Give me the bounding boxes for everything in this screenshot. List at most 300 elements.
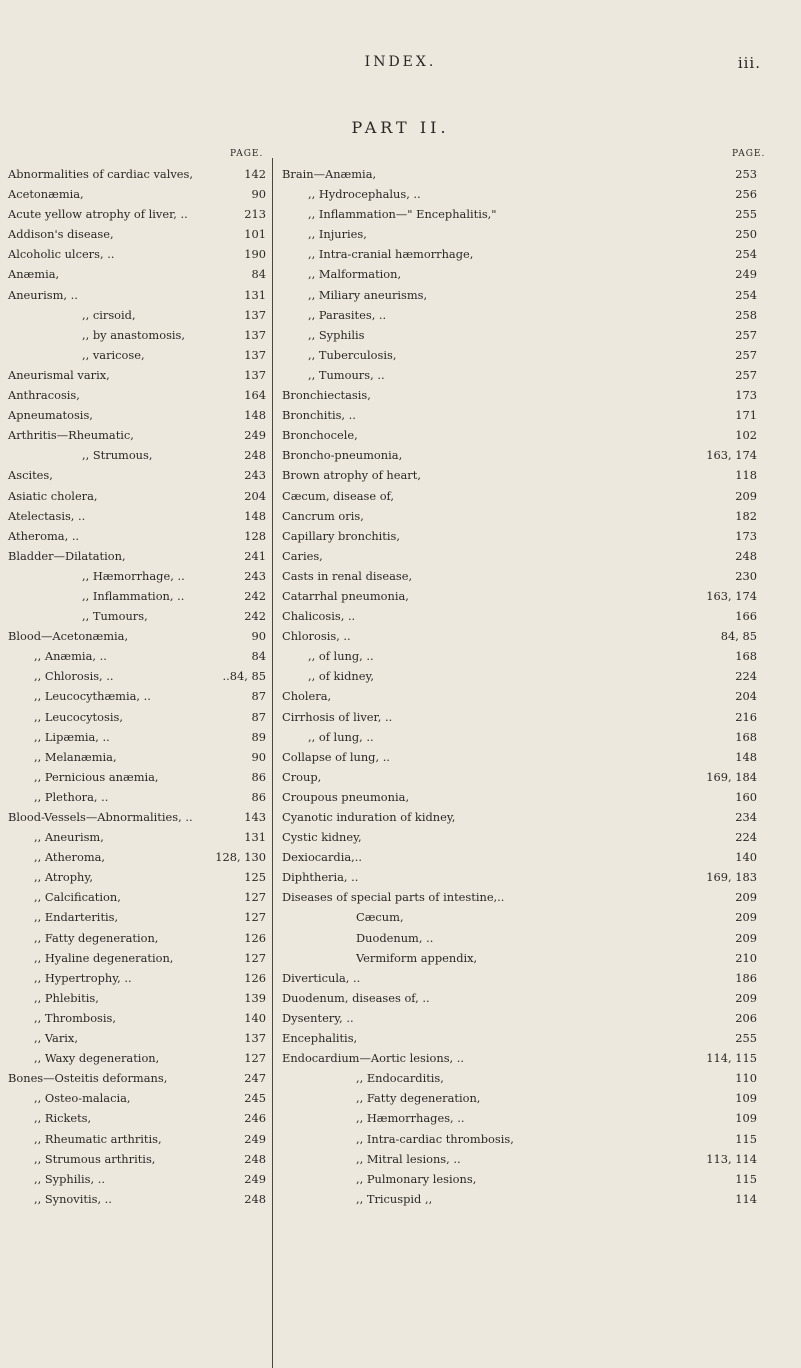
index-entry — [278, 345, 757, 365]
index-page-ref: 250 — [735, 227, 757, 242]
part-title: PART II. — [351, 118, 450, 137]
index-entry — [4, 968, 266, 988]
index-page-ref: 209 — [735, 990, 757, 1005]
index-page-ref: 246 — [244, 1111, 266, 1126]
index-entry — [4, 646, 266, 666]
index-term: ,, Tricuspid ,, — [356, 1191, 433, 1206]
index-entry — [4, 586, 266, 606]
index-entry — [278, 1008, 757, 1028]
index-entry — [4, 506, 266, 526]
index-term: Collapse of lung, .. — [282, 749, 390, 764]
index-page-ref: 140 — [735, 850, 757, 865]
index-term: ,, Chlorosis, .. — [34, 669, 114, 684]
index-entry — [278, 867, 757, 887]
index-page-ref: 173 — [735, 388, 757, 403]
index-entry — [278, 506, 757, 526]
index-entry — [4, 445, 266, 465]
index-entry — [278, 928, 757, 948]
index-term: ,, Rickets, — [34, 1111, 92, 1126]
index-entry — [4, 465, 266, 485]
index-entry — [4, 566, 266, 586]
index-page-ref: 169, 184 — [706, 769, 757, 784]
index-entry — [4, 385, 266, 405]
index-entry — [278, 325, 757, 345]
index-entry — [4, 1149, 266, 1169]
index-entry — [278, 1028, 757, 1048]
index-page-ref: 164 — [244, 388, 266, 403]
index-entry — [278, 586, 757, 606]
index-term: ,, Phlebitis, — [34, 990, 99, 1005]
right-page-label: PAGE. — [732, 149, 766, 159]
index-entry — [4, 707, 266, 727]
index-page-ref: 248 — [244, 448, 266, 463]
index-page-ref: 254 — [735, 247, 757, 262]
index-term: Croupous pneumonia, — [282, 789, 410, 804]
index-page-ref: 131 — [244, 830, 266, 845]
index-page-ref: 131 — [244, 287, 266, 302]
index-page-ref: 242 — [244, 588, 266, 603]
index-term: Duodenum, .. — [356, 930, 434, 945]
index-entry — [4, 546, 266, 566]
index-term: ,, Pulmonary lesions, — [356, 1171, 477, 1186]
index-term: ,, Strumous arthritis, — [34, 1151, 156, 1166]
index-term: Broncho-pneumonia, — [282, 448, 403, 463]
index-page-ref: 89 — [251, 729, 266, 744]
index-entry — [278, 1068, 757, 1088]
index-term: Endocardium—Aortic lesions, .. — [282, 1051, 465, 1066]
index-term: Brown atrophy of heart, — [282, 468, 421, 483]
index-page-ref: 139 — [244, 990, 266, 1005]
index-page-ref: 243 — [244, 468, 266, 483]
index-page-ref: 86 — [251, 789, 266, 804]
index-term: Blood—Acetonæmia, — [8, 629, 129, 644]
index-page-ref: 248 — [244, 1151, 266, 1166]
index-page-ref: 168 — [735, 649, 757, 664]
index-page-ref: 148 — [735, 749, 757, 764]
index-term: Cæcum, disease of, — [282, 488, 394, 503]
index-entry — [278, 1048, 757, 1068]
index-page-ref: 204 — [735, 689, 757, 704]
index-term: ,, Fatty degeneration, — [34, 930, 159, 945]
index-page-ref: 128 — [244, 528, 266, 543]
index-page-ref: 84 — [251, 649, 266, 664]
index-term: Atelectasis, .. — [8, 508, 86, 523]
index-entry — [278, 646, 757, 666]
index-term: ,, Varix, — [34, 1031, 78, 1046]
index-term: ,, Tumours, .. — [308, 367, 385, 382]
index-page-ref: 257 — [735, 367, 757, 382]
index-entry — [4, 405, 266, 425]
index-entry — [278, 827, 757, 847]
index-page-ref: 101 — [244, 227, 266, 242]
index-term: Diverticula, .. — [282, 970, 361, 985]
column-divider — [272, 158, 273, 1368]
index-term: Cæcum, — [356, 910, 404, 925]
index-entry — [4, 606, 266, 626]
index-page-ref: 224 — [735, 830, 757, 845]
index-term: ,, Hæmorrhages, .. — [356, 1111, 465, 1126]
index-page-ref: 137 — [244, 347, 266, 362]
index-term: ,, Leucocytosis, — [34, 709, 123, 724]
index-entry — [278, 164, 757, 184]
index-page-ref: 87 — [251, 709, 266, 724]
index-page-ref: 209 — [735, 890, 757, 905]
index-entry — [278, 666, 757, 686]
index-page-ref: 90 — [251, 629, 266, 644]
index-term: ,, Strumous, — [82, 448, 153, 463]
index-entry — [4, 425, 266, 445]
index-term: Bones—Osteitis deformans, — [8, 1071, 168, 1086]
index-page-ref: 245 — [244, 1091, 266, 1106]
index-page-ref: 137 — [244, 307, 266, 322]
index-term: Bronchocele, — [282, 428, 358, 443]
index-term: Anthracosis, — [8, 388, 80, 403]
index-page-ref: 171 — [735, 408, 757, 423]
index-term: Abnormalities of cardiac valves, — [8, 167, 194, 181]
index-term: ,, Anæmia, .. — [34, 649, 107, 664]
index-term: ,, Waxy degeneration, — [34, 1051, 160, 1066]
index-entry — [4, 1169, 266, 1189]
index-term: ,, Intra-cardiac thrombosis, — [356, 1131, 514, 1146]
index-page-ref: 109 — [735, 1091, 757, 1106]
index-entry — [278, 606, 757, 626]
index-term: Cholera, — [282, 689, 332, 704]
index-entry — [278, 486, 757, 506]
index-entry — [278, 566, 757, 586]
index-page-ref: ..84, 85 — [222, 669, 266, 684]
index-page-ref: 84 — [251, 267, 266, 282]
index-term: Bladder—Dilatation, — [8, 548, 126, 563]
index-entry — [4, 1108, 266, 1128]
index-page-ref: 249 — [244, 1131, 266, 1146]
index-term: ,, Syphilis, .. — [34, 1171, 105, 1186]
index-term: ,, Inflammation—" Encephalitis," — [308, 207, 497, 222]
index-page-ref: 137 — [244, 367, 266, 382]
index-term: Chalicosis, .. — [282, 609, 356, 624]
index-term: Addison's disease, — [8, 227, 114, 242]
index-page-ref: 114 — [735, 1191, 757, 1206]
index-page-ref: 169, 183 — [706, 870, 757, 885]
index-page-ref: 102 — [735, 428, 757, 443]
index-entry — [4, 867, 266, 887]
index-page-ref: 249 — [244, 428, 266, 443]
index-entry — [4, 1028, 266, 1048]
index-page-ref: 234 — [735, 810, 757, 824]
index-entry — [4, 325, 266, 345]
index-entry — [4, 164, 266, 184]
index-entry — [4, 1048, 266, 1068]
index-entry — [4, 847, 266, 867]
index-page-ref: 258 — [735, 307, 757, 322]
index-entry — [278, 425, 757, 445]
index-term: Capillary bronchitis, — [282, 528, 400, 543]
index-entry — [278, 727, 757, 747]
index-entry — [278, 787, 757, 807]
index-page-ref: 90 — [251, 749, 266, 764]
index-entry — [4, 244, 266, 264]
index-term: Asiatic cholera, — [8, 488, 98, 503]
index-entry — [278, 807, 757, 827]
index-entry — [278, 385, 757, 405]
index-page-ref: 254 — [735, 287, 757, 302]
index-term: Bronchiectasis, — [282, 388, 371, 403]
index-entry — [278, 887, 757, 907]
index-term: Casts in renal disease, — [282, 568, 413, 583]
index-page-ref: 173 — [735, 528, 757, 543]
index-term: ,, Pernicious anæmia, — [34, 769, 159, 784]
index-term: Acute yellow atrophy of liver, .. — [8, 207, 188, 222]
index-page-ref: 113, 114 — [706, 1151, 757, 1166]
index-term: ,, Tumours, — [82, 609, 148, 624]
index-page-ref: 110 — [735, 1071, 757, 1086]
index-entry — [278, 184, 757, 204]
index-entry — [4, 747, 266, 767]
index-column-left — [4, 164, 266, 1209]
index-page-ref: 204 — [244, 488, 266, 503]
index-term: ,, Leucocythæmia, .. — [34, 689, 151, 704]
index-term: ,, Aneurism, — [34, 830, 104, 845]
index-term: ,, Miliary aneurisms, — [308, 287, 428, 302]
index-entry — [4, 767, 266, 787]
index-page-ref: 255 — [735, 1031, 757, 1046]
index-term: ,, Calcification, — [34, 890, 121, 905]
index-page-ref: 127 — [244, 1051, 266, 1066]
index-term: ,, Mitral lesions, .. — [356, 1151, 461, 1166]
index-entry — [278, 365, 757, 385]
index-entry — [4, 264, 266, 284]
index-page-ref: 127 — [244, 890, 266, 905]
index-term: Apneumatosis, — [8, 408, 93, 423]
index-page-ref: 186 — [735, 970, 757, 985]
index-term: Vermiform appendix, — [356, 950, 478, 965]
index-term: Croup, — [282, 769, 322, 784]
index-entry — [4, 988, 266, 1008]
index-entry — [278, 747, 757, 767]
index-page-ref: 143 — [244, 810, 266, 824]
index-term: ,, of lung, .. — [308, 649, 374, 664]
index-term: Aneurism, .. — [8, 287, 78, 302]
index-page-ref: 140 — [244, 1010, 266, 1025]
index-entry — [4, 686, 266, 706]
index-term: ,, Rheumatic arthritis, — [34, 1131, 162, 1146]
index-entry — [4, 224, 266, 244]
index-term: ,, cirsoid, — [82, 307, 136, 322]
index-page-ref: 209 — [735, 910, 757, 925]
index-page-ref: 255 — [735, 207, 757, 222]
index-page-ref: 210 — [735, 950, 757, 965]
index-entry — [4, 807, 266, 827]
index-entry — [4, 345, 266, 365]
running-head — [0, 54, 801, 78]
index-entry — [4, 1189, 266, 1209]
index-entry — [278, 224, 757, 244]
index-term: Caries, — [282, 548, 323, 563]
index-term: ,, Plethora, .. — [34, 789, 109, 804]
index-page-ref: 114, 115 — [706, 1051, 757, 1066]
index-term: Cancrum oris, — [282, 508, 364, 523]
index-page-ref: 206 — [735, 1010, 757, 1025]
index-term: ,, Thrombosis, — [34, 1010, 117, 1025]
index-term: Acetonæmia, — [8, 187, 84, 202]
index-entry — [278, 1108, 757, 1128]
index-page-ref: 182 — [735, 508, 757, 523]
index-term: Catarrhal pneumonia, — [282, 588, 409, 603]
index-page-ref: 115 — [735, 1131, 757, 1146]
index-term: Blood-Vessels—Abnormalities, .. — [8, 810, 193, 824]
index-page-ref: 216 — [735, 709, 757, 724]
index-page-ref: 253 — [735, 167, 757, 181]
index-term: ,, Injuries, — [308, 227, 367, 242]
index-entry — [278, 305, 757, 325]
index-term: ,, varicose, — [82, 347, 145, 362]
index-entry — [278, 968, 757, 988]
index-term: Encephalitis, — [282, 1031, 358, 1046]
index-page-ref: 142 — [244, 167, 266, 181]
index-page-ref: 248 — [735, 548, 757, 563]
index-term: ,, Parasites, .. — [308, 307, 387, 322]
index-entry — [4, 787, 266, 807]
index-page-ref: 128, 130 — [215, 850, 266, 865]
index-entry — [278, 546, 757, 566]
index-term: ,, of lung, .. — [308, 729, 374, 744]
index-term: Duodenum, diseases of, .. — [282, 990, 430, 1005]
index-entry — [4, 184, 266, 204]
index-page-ref: 160 — [735, 789, 757, 804]
index-term: Dysentery, .. — [282, 1010, 354, 1025]
index-page-ref: 230 — [735, 568, 757, 583]
index-page-ref: 242 — [244, 609, 266, 624]
index-entry — [278, 1129, 757, 1149]
index-term: ,, Fatty degeneration, — [356, 1091, 481, 1106]
index-page-ref: 163, 174 — [706, 448, 757, 463]
index-entry — [4, 204, 266, 224]
index-term: ,, of kidney, — [308, 669, 375, 684]
index-entry — [4, 827, 266, 847]
index-entry — [278, 847, 757, 867]
index-entry — [4, 305, 266, 325]
index-term: Cyanotic induration of kidney, — [282, 810, 456, 824]
index-term: ,, by anastomosis, — [82, 327, 186, 342]
running-head-title: INDEX. — [364, 54, 437, 70]
index-entry — [4, 1068, 266, 1088]
index-entry — [4, 907, 266, 927]
index-term: Bronchitis, .. — [282, 408, 356, 423]
index-entry — [4, 948, 266, 968]
index-term: ,, Inflammation, .. — [82, 588, 185, 603]
index-entry — [278, 526, 757, 546]
index-page-ref: 241 — [244, 548, 266, 563]
index-page-ref: 209 — [735, 930, 757, 945]
index-term: Diseases of special parts of intestine,.. — [282, 890, 505, 905]
index-term: ,, Endarteritis, — [34, 910, 119, 925]
index-term: Arthritis—Rheumatic, — [8, 428, 134, 443]
index-term: ,, Osteo-malacia, — [34, 1091, 131, 1106]
index-page-ref: 126 — [244, 970, 266, 985]
index-page-ref: 168 — [735, 729, 757, 744]
index-term: Brain—Anæmia, — [282, 167, 377, 181]
index-term: ,, Synovitis, .. — [34, 1191, 112, 1206]
index-entry — [278, 1088, 757, 1108]
index-term: ,, Hyaline degeneration, — [34, 950, 174, 965]
index-term: Dexiocardia,.. — [282, 850, 363, 865]
index-entry — [4, 486, 266, 506]
index-page-ref: 209 — [735, 488, 757, 503]
index-term: ,, Intra-cranial hæmorrhage, — [308, 247, 474, 262]
index-entry — [4, 1008, 266, 1028]
index-page-ref: 87 — [251, 689, 266, 704]
index-page-ref: 90 — [251, 187, 266, 202]
index-page-ref: 125 — [244, 870, 266, 885]
index-page-ref: 84, 85 — [720, 629, 757, 644]
index-term: Ascites, — [8, 468, 53, 483]
index-entry — [278, 707, 757, 727]
index-entry — [278, 988, 757, 1008]
index-entry — [278, 244, 757, 264]
index-entry — [4, 526, 266, 546]
index-entry — [278, 204, 757, 224]
index-entry — [4, 666, 266, 686]
index-term: Cystic kidney, — [282, 830, 362, 845]
index-entry — [4, 285, 266, 305]
index-entry — [278, 405, 757, 425]
index-entry — [278, 1149, 757, 1169]
index-page-ref: 256 — [735, 187, 757, 202]
index-page-ref: 213 — [244, 207, 266, 222]
index-page-ref: 224 — [735, 669, 757, 684]
index-term: ,, Tuberculosis, — [308, 347, 397, 362]
index-page-ref: 166 — [735, 609, 757, 624]
index-entry — [278, 686, 757, 706]
index-entry — [4, 1088, 266, 1108]
index-page-ref: 148 — [244, 408, 266, 423]
index-entry — [278, 465, 757, 485]
index-page-ref: 137 — [244, 1031, 266, 1046]
index-page-ref: 127 — [244, 950, 266, 965]
index-term: Chlorosis, .. — [282, 629, 351, 644]
index-page-ref: 243 — [244, 568, 266, 583]
index-page-ref: 115 — [735, 1171, 757, 1186]
index-page-ref: 109 — [735, 1111, 757, 1126]
index-entry — [278, 1189, 757, 1209]
page-number: iii. — [737, 54, 761, 72]
index-page-ref: 127 — [244, 910, 266, 925]
index-term: Aneurismal varix, — [8, 367, 110, 382]
index-page-ref: 126 — [244, 930, 266, 945]
index-page-ref: 163, 174 — [706, 588, 757, 603]
index-term: ,, Hypertrophy, .. — [34, 970, 132, 985]
index-entry — [4, 1129, 266, 1149]
index-page-ref: 137 — [244, 327, 266, 342]
index-term: Diphtheria, .. — [282, 870, 359, 885]
index-term: ,, Malformation, — [308, 267, 402, 282]
index-entry — [278, 767, 757, 787]
index-page-ref: 148 — [244, 508, 266, 523]
index-entry — [278, 626, 757, 646]
index-page-ref: 247 — [244, 1071, 266, 1086]
index-page-ref: 248 — [244, 1191, 266, 1206]
index-term: Cirrhosis of liver, .. — [282, 709, 393, 724]
index-term: ,, Hæmorrhage, .. — [82, 568, 185, 583]
index-column-right — [278, 164, 757, 1209]
index-term: ,, Lipæmia, .. — [34, 729, 110, 744]
index-entry — [278, 948, 757, 968]
index-entry — [278, 264, 757, 284]
index-term: ,, Melanæmia, — [34, 749, 117, 764]
index-term: Anæmia, — [8, 267, 60, 282]
index-page-ref: 249 — [735, 267, 757, 282]
index-term: Alcoholic ulcers, .. — [8, 247, 115, 262]
index-entry — [278, 285, 757, 305]
